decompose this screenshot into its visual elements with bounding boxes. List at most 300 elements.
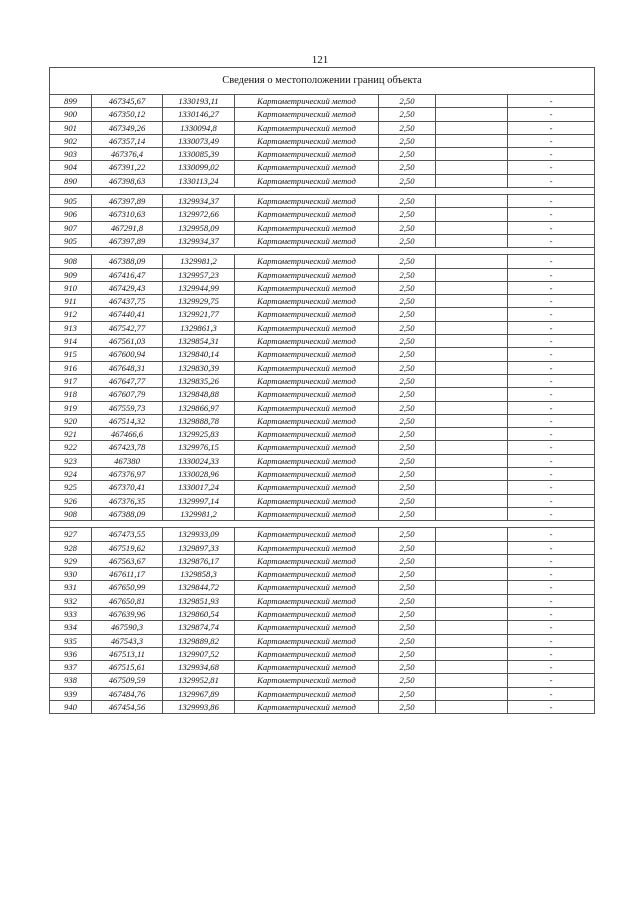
table-row [50, 255, 595, 268]
coord-x: 467376,4 [92, 148, 163, 161]
table-row [50, 568, 595, 581]
precision-cell: 2,50 [379, 494, 436, 507]
empty-cell [436, 348, 508, 361]
coord-x: 467370,41 [92, 481, 163, 494]
dash-cell: - [508, 481, 595, 494]
method-cell: Картометрический метод [235, 108, 379, 121]
precision-cell: 2,50 [379, 687, 436, 700]
method-cell: Картометрический метод [235, 554, 379, 567]
coord-y: 1330113,24 [163, 174, 235, 187]
coord-y: 1329921,77 [163, 308, 235, 321]
precision-cell: 2,50 [379, 174, 436, 187]
coord-x: 467611,17 [92, 568, 163, 581]
empty-cell [436, 528, 508, 541]
coord-x: 467440,41 [92, 308, 163, 321]
page-number: 121 [311, 54, 329, 66]
point-number: 908 [50, 255, 92, 268]
table-row [50, 281, 595, 294]
coord-y: 1329934,37 [163, 234, 235, 247]
point-number: 909 [50, 268, 92, 281]
point-number: 939 [50, 687, 92, 700]
coord-y: 1330146,27 [163, 108, 235, 121]
dash-cell: - [508, 148, 595, 161]
point-number: 890 [50, 174, 92, 187]
coord-y: 1329976,15 [163, 441, 235, 454]
method-cell: Картометрический метод [235, 468, 379, 481]
coord-x: 467345,67 [92, 95, 163, 108]
table-row [50, 121, 595, 134]
point-number: 922 [50, 441, 92, 454]
coord-y: 1330094,8 [163, 121, 235, 134]
empty-cell [436, 148, 508, 161]
coord-y: 1329888,78 [163, 414, 235, 427]
dash-cell: - [508, 594, 595, 607]
point-number: 906 [50, 208, 92, 221]
dash-cell: - [508, 195, 595, 208]
empty-cell [436, 268, 508, 281]
precision-cell: 2,50 [379, 621, 436, 634]
empty-cell [436, 174, 508, 187]
method-cell: Картометрический метод [235, 621, 379, 634]
coord-x: 467650,99 [92, 581, 163, 594]
precision-cell: 2,50 [379, 255, 436, 268]
precision-cell: 2,50 [379, 108, 436, 121]
point-number: 920 [50, 414, 92, 427]
dash-cell: - [508, 134, 595, 147]
empty-cell [436, 701, 508, 714]
coord-x: 467391,22 [92, 161, 163, 174]
precision-cell: 2,50 [379, 361, 436, 374]
method-cell: Картометрический метод [235, 148, 379, 161]
coord-x: 467607,79 [92, 388, 163, 401]
point-number: 928 [50, 541, 92, 554]
dash-cell: - [508, 281, 595, 294]
coord-y: 1329944,99 [163, 281, 235, 294]
point-number: 923 [50, 454, 92, 467]
point-number: 918 [50, 388, 92, 401]
empty-cell [436, 361, 508, 374]
dash-cell: - [508, 234, 595, 247]
empty-cell [436, 481, 508, 494]
precision-cell: 2,50 [379, 268, 436, 281]
method-cell: Картометрический метод [235, 687, 379, 700]
method-cell: Картометрический метод [235, 295, 379, 308]
coord-y: 1329866,97 [163, 401, 235, 414]
method-cell: Картометрический метод [235, 255, 379, 268]
point-number: 938 [50, 674, 92, 687]
table-row [50, 687, 595, 700]
coord-y: 1329934,37 [163, 195, 235, 208]
dash-cell: - [508, 321, 595, 334]
coord-y: 1329997,14 [163, 494, 235, 507]
table-row [50, 621, 595, 634]
point-number: 934 [50, 621, 92, 634]
method-cell: Картометрический метод [235, 361, 379, 374]
table-row [50, 388, 595, 401]
dash-cell: - [508, 335, 595, 348]
table-row [50, 441, 595, 454]
coord-y: 1329929,75 [163, 295, 235, 308]
coord-y: 1329874,74 [163, 621, 235, 634]
precision-cell: 2,50 [379, 148, 436, 161]
table-row [50, 348, 595, 361]
point-number: 915 [50, 348, 92, 361]
dash-cell: - [508, 701, 595, 714]
empty-cell [436, 108, 508, 121]
method-cell: Картометрический метод [235, 234, 379, 247]
point-number: 905 [50, 234, 92, 247]
table-row [50, 528, 595, 541]
table-row [50, 554, 595, 567]
group-separator [50, 188, 595, 195]
method-cell: Картометрический метод [235, 414, 379, 427]
coord-x: 467648,31 [92, 361, 163, 374]
point-number: 911 [50, 295, 92, 308]
table-row [50, 195, 595, 208]
table-row [50, 295, 595, 308]
table-row [50, 607, 595, 620]
empty-cell [436, 454, 508, 467]
table-row [50, 414, 595, 427]
coord-y: 1329835,26 [163, 374, 235, 387]
dash-cell: - [508, 161, 595, 174]
coord-y: 1329957,23 [163, 268, 235, 281]
method-cell: Картометрический метод [235, 195, 379, 208]
table-row [50, 321, 595, 334]
coord-x: 467380 [92, 454, 163, 467]
method-cell: Картометрический метод [235, 308, 379, 321]
boundary-table-container [49, 67, 594, 714]
coord-y: 1329933,09 [163, 528, 235, 541]
method-cell: Картометрический метод [235, 594, 379, 607]
point-number: 929 [50, 554, 92, 567]
method-cell: Картометрический метод [235, 221, 379, 234]
coord-y: 1329907,52 [163, 647, 235, 660]
coord-x: 467473,55 [92, 528, 163, 541]
coord-y: 1329993,86 [163, 701, 235, 714]
empty-cell [436, 594, 508, 607]
coord-x: 467650,81 [92, 594, 163, 607]
empty-cell [436, 321, 508, 334]
coord-x: 467350,12 [92, 108, 163, 121]
coord-y: 1329860,54 [163, 607, 235, 620]
point-number: 910 [50, 281, 92, 294]
point-number: 917 [50, 374, 92, 387]
table-title-row [50, 68, 595, 95]
precision-cell: 2,50 [379, 208, 436, 221]
empty-cell [436, 335, 508, 348]
point-number: 932 [50, 594, 92, 607]
point-number: 924 [50, 468, 92, 481]
empty-cell [436, 568, 508, 581]
dash-cell: - [508, 361, 595, 374]
precision-cell: 2,50 [379, 134, 436, 147]
dash-cell: - [508, 401, 595, 414]
coord-x: 467514,32 [92, 414, 163, 427]
point-number: 899 [50, 95, 92, 108]
dash-cell: - [508, 607, 595, 620]
method-cell: Картометрический метод [235, 441, 379, 454]
dash-cell: - [508, 581, 595, 594]
table-row [50, 401, 595, 414]
table-row [50, 581, 595, 594]
empty-cell [436, 414, 508, 427]
coord-y: 1329934,68 [163, 661, 235, 674]
method-cell: Картометрический метод [235, 121, 379, 134]
dash-cell: - [508, 108, 595, 121]
precision-cell: 2,50 [379, 528, 436, 541]
empty-cell [436, 468, 508, 481]
method-cell: Картометрический метод [235, 568, 379, 581]
coord-y: 1329851,93 [163, 594, 235, 607]
empty-cell [436, 634, 508, 647]
dash-cell: - [508, 208, 595, 221]
dash-cell: - [508, 174, 595, 187]
table-row [50, 647, 595, 660]
coord-y: 1329981,2 [163, 507, 235, 520]
method-cell: Картометрический метод [235, 161, 379, 174]
precision-cell: 2,50 [379, 481, 436, 494]
table-row [50, 208, 595, 221]
point-number: 940 [50, 701, 92, 714]
coord-x: 467437,75 [92, 295, 163, 308]
method-cell: Картометрический метод [235, 661, 379, 674]
precision-cell: 2,50 [379, 581, 436, 594]
coord-x: 467515,61 [92, 661, 163, 674]
point-number: 925 [50, 481, 92, 494]
point-number: 933 [50, 607, 92, 620]
coord-y: 1330085,39 [163, 148, 235, 161]
coord-x: 467376,35 [92, 494, 163, 507]
coord-y: 1329876,17 [163, 554, 235, 567]
empty-cell [436, 95, 508, 108]
coord-y: 1330193,11 [163, 95, 235, 108]
coord-y: 1329897,33 [163, 541, 235, 554]
coord-x: 467397,89 [92, 195, 163, 208]
precision-cell: 2,50 [379, 701, 436, 714]
coord-y: 1329981,2 [163, 255, 235, 268]
dash-cell: - [508, 554, 595, 567]
dash-cell: - [508, 268, 595, 281]
precision-cell: 2,50 [379, 374, 436, 387]
coord-x: 467543,3 [92, 634, 163, 647]
coord-x: 467519,62 [92, 541, 163, 554]
empty-cell [436, 674, 508, 687]
method-cell: Картометрический метод [235, 388, 379, 401]
method-cell: Картометрический метод [235, 335, 379, 348]
coord-x: 467639,96 [92, 607, 163, 620]
point-number: 927 [50, 528, 92, 541]
empty-cell [436, 295, 508, 308]
coord-x: 467454,56 [92, 701, 163, 714]
precision-cell: 2,50 [379, 221, 436, 234]
point-number: 905 [50, 195, 92, 208]
point-number: 921 [50, 428, 92, 441]
method-cell: Картометрический метод [235, 454, 379, 467]
table-row [50, 468, 595, 481]
method-cell: Картометрический метод [235, 208, 379, 221]
empty-cell [436, 281, 508, 294]
point-number: 913 [50, 321, 92, 334]
table-row [50, 148, 595, 161]
point-number: 919 [50, 401, 92, 414]
dash-cell: - [508, 528, 595, 541]
empty-cell [436, 647, 508, 660]
dash-cell: - [508, 255, 595, 268]
empty-cell [436, 255, 508, 268]
table-row [50, 335, 595, 348]
empty-cell [436, 607, 508, 620]
empty-cell [436, 441, 508, 454]
dash-cell: - [508, 687, 595, 700]
dash-cell: - [508, 221, 595, 234]
table-row [50, 428, 595, 441]
coord-y: 1329844,72 [163, 581, 235, 594]
table-row [50, 161, 595, 174]
dash-cell: - [508, 454, 595, 467]
dash-cell: - [508, 441, 595, 454]
empty-cell [436, 687, 508, 700]
coord-y: 1329952,81 [163, 674, 235, 687]
method-cell: Картометрический метод [235, 174, 379, 187]
precision-cell: 2,50 [379, 594, 436, 607]
coord-x: 467291,8 [92, 221, 163, 234]
precision-cell: 2,50 [379, 428, 436, 441]
method-cell: Картометрический метод [235, 541, 379, 554]
precision-cell: 2,50 [379, 195, 436, 208]
precision-cell: 2,50 [379, 414, 436, 427]
table-row [50, 234, 595, 247]
empty-cell [436, 134, 508, 147]
coord-x: 467310,63 [92, 208, 163, 221]
dash-cell: - [508, 295, 595, 308]
point-number: 907 [50, 221, 92, 234]
dash-cell: - [508, 348, 595, 361]
precision-cell: 2,50 [379, 674, 436, 687]
coord-x: 467416,47 [92, 268, 163, 281]
coord-y: 1330024,33 [163, 454, 235, 467]
precision-cell: 2,50 [379, 308, 436, 321]
dash-cell: - [508, 374, 595, 387]
precision-cell: 2,50 [379, 607, 436, 620]
boundary-table [49, 67, 595, 714]
table-row [50, 494, 595, 507]
precision-cell: 2,50 [379, 454, 436, 467]
coord-x: 467429,43 [92, 281, 163, 294]
precision-cell: 2,50 [379, 295, 436, 308]
dash-cell: - [508, 634, 595, 647]
coord-x: 467542,77 [92, 321, 163, 334]
coord-y: 1329972,66 [163, 208, 235, 221]
dash-cell: - [508, 428, 595, 441]
precision-cell: 2,50 [379, 161, 436, 174]
point-number: 900 [50, 108, 92, 121]
precision-cell: 2,50 [379, 281, 436, 294]
dash-cell: - [508, 494, 595, 507]
method-cell: Картометрический метод [235, 321, 379, 334]
precision-cell: 2,50 [379, 647, 436, 660]
dash-cell: - [508, 647, 595, 660]
coord-y: 1330099,02 [163, 161, 235, 174]
coord-x: 467423,78 [92, 441, 163, 454]
coord-x: 467484,76 [92, 687, 163, 700]
dash-cell: - [508, 121, 595, 134]
coord-x: 467600,94 [92, 348, 163, 361]
table-title: Сведения о местоположении границ объекта [50, 68, 595, 95]
table-row [50, 108, 595, 121]
empty-cell [436, 661, 508, 674]
precision-cell: 2,50 [379, 321, 436, 334]
empty-cell [436, 195, 508, 208]
coord-x: 467376,97 [92, 468, 163, 481]
empty-cell [436, 507, 508, 520]
method-cell: Картометрический метод [235, 95, 379, 108]
table-row [50, 95, 595, 108]
precision-cell: 2,50 [379, 388, 436, 401]
coord-y: 1330017,24 [163, 481, 235, 494]
precision-cell: 2,50 [379, 507, 436, 520]
table-row [50, 221, 595, 234]
dash-cell: - [508, 568, 595, 581]
table-row [50, 174, 595, 187]
point-number: 914 [50, 335, 92, 348]
precision-cell: 2,50 [379, 441, 436, 454]
coord-y: 1330073,49 [163, 134, 235, 147]
table-row [50, 674, 595, 687]
coord-y: 1329858,3 [163, 568, 235, 581]
point-number: 930 [50, 568, 92, 581]
point-number: 903 [50, 148, 92, 161]
empty-cell [436, 308, 508, 321]
empty-cell [436, 581, 508, 594]
table-row [50, 361, 595, 374]
point-number: 916 [50, 361, 92, 374]
empty-cell [436, 388, 508, 401]
empty-cell [436, 554, 508, 567]
precision-cell: 2,50 [379, 554, 436, 567]
coord-y: 1329848,88 [163, 388, 235, 401]
empty-cell [436, 374, 508, 387]
point-number: 937 [50, 661, 92, 674]
table-row [50, 507, 595, 520]
method-cell: Картометрический метод [235, 581, 379, 594]
coord-y: 1329967,89 [163, 687, 235, 700]
coord-x: 467647,77 [92, 374, 163, 387]
coord-x: 467509,59 [92, 674, 163, 687]
dash-cell: - [508, 95, 595, 108]
precision-cell: 2,50 [379, 401, 436, 414]
empty-cell [436, 161, 508, 174]
method-cell: Картометрический метод [235, 607, 379, 620]
coord-x: 467398,63 [92, 174, 163, 187]
point-number: 904 [50, 161, 92, 174]
empty-cell [436, 221, 508, 234]
coord-x: 467466,6 [92, 428, 163, 441]
empty-cell [436, 401, 508, 414]
method-cell: Картометрический метод [235, 634, 379, 647]
coord-x: 467590,3 [92, 621, 163, 634]
point-number: 936 [50, 647, 92, 660]
method-cell: Картометрический метод [235, 268, 379, 281]
table-row [50, 268, 595, 281]
method-cell: Картометрический метод [235, 647, 379, 660]
precision-cell: 2,50 [379, 634, 436, 647]
method-cell: Картометрический метод [235, 674, 379, 687]
table-row [50, 594, 595, 607]
table-row [50, 634, 595, 647]
method-cell: Картометрический метод [235, 281, 379, 294]
coord-y: 1329854,31 [163, 335, 235, 348]
